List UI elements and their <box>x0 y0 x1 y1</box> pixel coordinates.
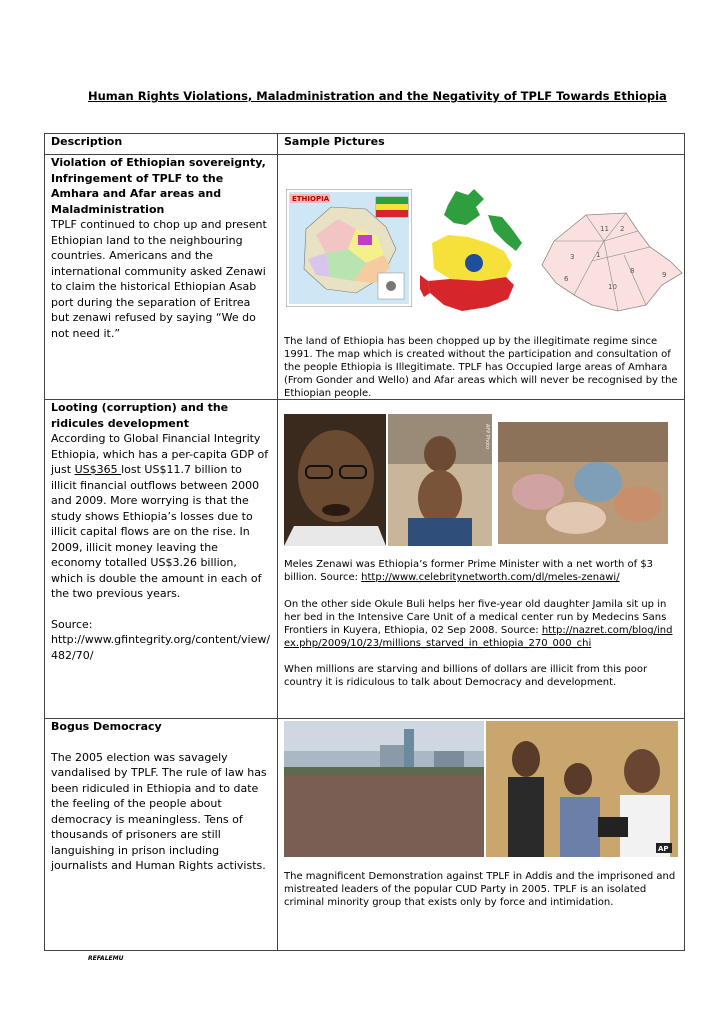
ethiopia-map-image <box>286 189 412 307</box>
row2-source-url[interactable]: http://www.gfintegrity.org/content/view/482/70/ <box>51 633 271 662</box>
ap-badge: AP <box>658 845 669 853</box>
table-row-bogus-democracy <box>45 719 685 951</box>
jamila-caption: On the other side Okule Buli helps her five-year old daughter Jamila sit up in her bed in the Intensive Care Unit of a medical center run by Medecins Sans Frontiers in Kuyera, Ethiopia, 02 Sep 2008. Source: <box>284 599 667 636</box>
row2-caption3: When millions are starving and billions of dollars are illicit from this poor country it is ridiculous to talk about Democracy and development. <box>284 664 648 688</box>
chopped-flag-map-image <box>418 185 533 319</box>
svg-text:8: 8 <box>630 267 635 275</box>
svg-text:10: 10 <box>608 283 617 291</box>
header-sample-pictures: Sample Pictures <box>278 134 685 155</box>
row2-body-post: lost US$11.7 billion to illicit financial outflows between 2000 and 2009. More worrying is that the study shows Ethiopia’s losses due to illicit capital flows are on the rise. In 2009, illicit money leaving the economy totalled US$3.26 billion, which is double the amount in each of the two previous years. <box>51 463 262 600</box>
svg-text:6: 6 <box>564 275 569 283</box>
svg-text:11: 11 <box>600 225 609 233</box>
row2-body <box>51 431 271 602</box>
table-row-looting <box>45 400 685 719</box>
row2-heading: Looting (corruption) and the ridicules development <box>51 401 229 430</box>
row2-caption2 <box>284 598 678 650</box>
gdp-link[interactable]: US$365 <box>74 463 122 476</box>
row1-heading: Violation of Ethiopian sovereignty, Infringement of TPLF to the Amhara and Afar areas and Maladministration <box>51 156 266 216</box>
row2-body-pre: According to Global Financial Integrity Ethiopia, which has a per-capita GDP of just <box>51 432 269 476</box>
meles-zenawi-photo <box>284 414 386 546</box>
nazret-link[interactable]: http://nazret.com/blog/index.php/2009/10/23/millions_starved_in_ethiopia_270_000_chi <box>284 625 673 649</box>
map-label: ETHIOPIA <box>292 195 330 203</box>
svg-text:2: 2 <box>620 225 625 233</box>
row2-caption1 <box>284 558 678 584</box>
meles-caption: Meles Zenawi was Ethiopia’s former Prime Minister with a net worth of $3 billion. Source: <box>284 559 654 583</box>
rights-table <box>44 133 685 951</box>
row3-heading: Bogus Democracy <box>51 720 162 733</box>
svg-text:1: 1 <box>596 251 601 259</box>
svg-text:3: 3 <box>570 253 575 261</box>
cud-leaders-photo <box>486 721 678 857</box>
row3-caption: The magnificent Demonstration against TPLF in Addis and the imprisoned and mistreated leaders of the popular CUD Party in 2005. TPLF is an isolated criminal minority group that exists only by force and intimidation. <box>284 871 676 908</box>
photo-watermark: AFP Photo <box>484 424 490 450</box>
svg-text:9: 9 <box>662 271 667 279</box>
regions-map-image <box>534 201 684 313</box>
footer-author: REFALEMU <box>88 955 124 962</box>
row2-source-label: Source: <box>51 617 93 631</box>
addis-demonstration-photo <box>284 721 484 857</box>
clinic-children-photo <box>498 422 668 544</box>
celebritynetworth-link[interactable]: http://www.celebritynetworth.com/dl/meles-zenawi/ <box>361 572 620 583</box>
header-description: Description <box>45 134 278 155</box>
row3-body: The 2005 election was savagely vandalised by TPLF. The rule of law has been ridiculed in Ethiopia and to date the feeling of the people about democracy is meaningless. Tens of thousands of prisoners are still languishing in prison including journalists and Human Rights activists. <box>51 750 267 872</box>
row1-caption: The land of Ethiopia has been chopped up by the illegitimate regime since 1991. The map which is created without the participation and consultation of the people Ethiopia is Illegitimate. TPLF has Occupied large areas of Amhara (From Gonder and Wello) and Afar areas which will never be recognised by the Ethiopian people. <box>284 336 678 399</box>
row1-body: TPLF continued to chop up and present Ethiopian land to the neighbouring countries. Americans and the international community asked Zenawi to claim the historical Ethiopian Asab port during the separation of Eritrea but zenawi refused by saying “We do not need it.” <box>51 218 267 340</box>
document-title: Human Rights Violations, Maladministration and the Negativity of TPLF Towards Ethiopia <box>88 89 667 103</box>
table-header-row <box>45 134 685 155</box>
table-row-sovereignty <box>45 155 685 400</box>
starving-child-photo <box>388 414 492 546</box>
